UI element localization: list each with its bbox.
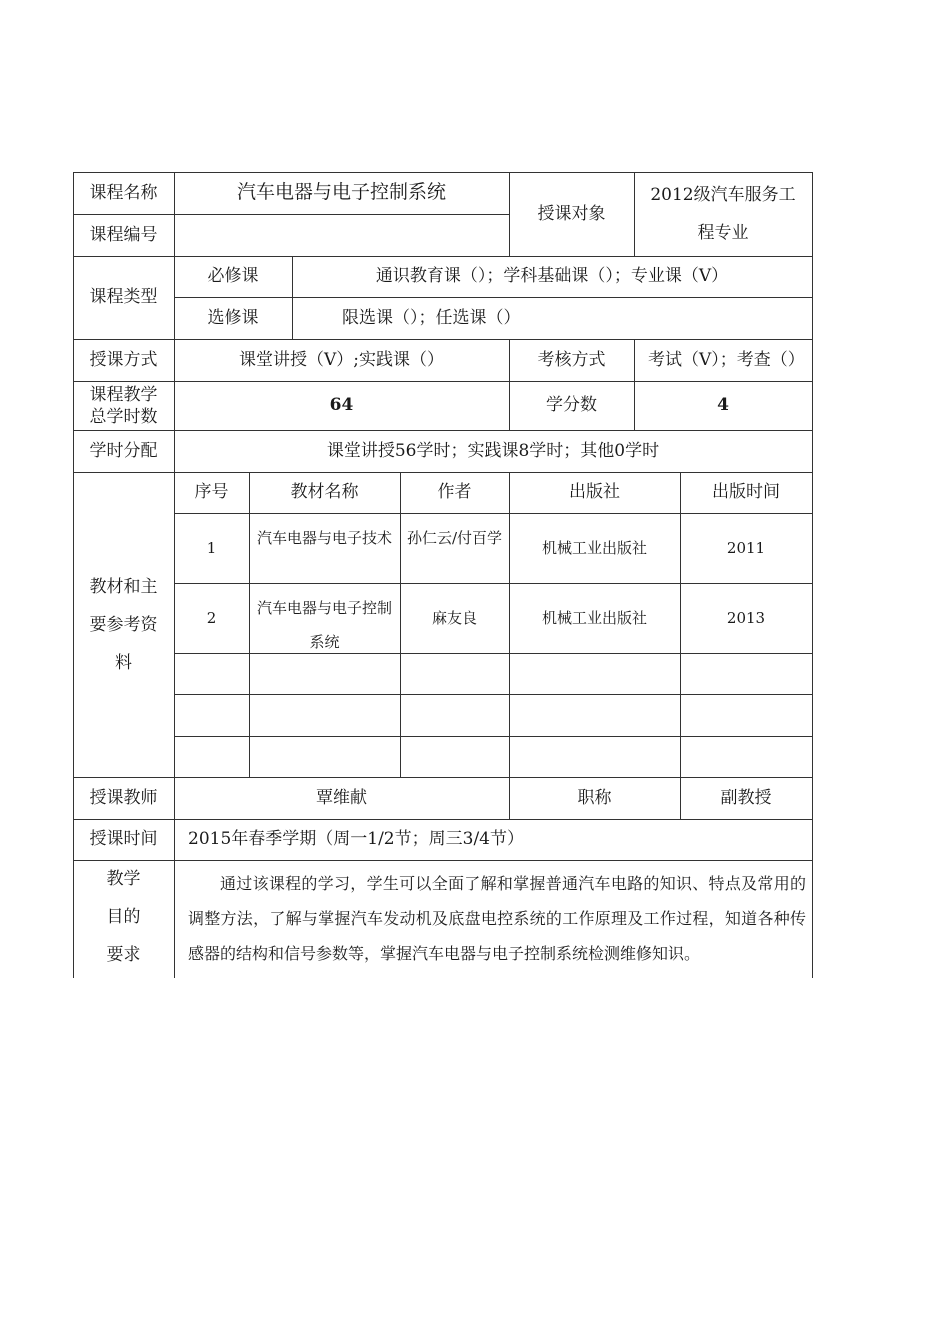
- assessment-value: 考试（V）；考查（）: [648, 350, 805, 370]
- table-row-1-publisher: 机械工业出版社: [541, 538, 647, 557]
- table-row-1-index: 1: [206, 538, 217, 557]
- textbook-header-author: 作者: [437, 482, 472, 503]
- table-row-2-author: 麻友良: [431, 608, 477, 627]
- total-hours-label: [73, 381, 174, 430]
- teacher-value: 覃维献: [316, 787, 367, 808]
- hours-allocation-value: 课堂讲授56学时；实践课8学时；其他0学时: [326, 440, 660, 461]
- audience-label: 授课对象: [537, 203, 606, 224]
- credits-label: 学分数: [546, 395, 597, 416]
- textbooks-label: [73, 472, 174, 777]
- course-code-value: [174, 214, 509, 256]
- required-label: 必修课: [207, 266, 259, 287]
- hours-allocation-label: 学时分配: [89, 440, 158, 461]
- elective-label: 选修课: [207, 307, 259, 328]
- credits-value: 4: [717, 395, 729, 416]
- schedule-label: 授课时间: [89, 829, 158, 850]
- course-code-label: 课程编号: [89, 224, 158, 245]
- textbook-header-year: 出版时间: [712, 482, 780, 503]
- textbooks-label-line3: 料: [115, 652, 132, 673]
- table-row-2-publisher: 机械工业出版社: [541, 608, 647, 627]
- textbooks-label-line1: 教材和主: [89, 576, 158, 597]
- teaching-mode-value: 课堂讲授（V）;实践课（）: [238, 349, 444, 370]
- course-name-label: 课程名称: [89, 182, 158, 203]
- elective-value: 限选课（）；任选课（）: [342, 307, 521, 328]
- table-row-1-title: 汽车电器与电子技术: [257, 529, 393, 547]
- audience-value: 2012级汽车服务工程专业: [650, 185, 796, 243]
- total-hours-label-line2: 总学时数: [89, 406, 158, 427]
- objectives-label-line3: 要求: [106, 945, 141, 965]
- table-row-1-year: 2011: [726, 538, 766, 557]
- total-hours-label-line1: 课程教学: [89, 384, 158, 405]
- textbooks-label-line2: 要参考资: [89, 614, 158, 635]
- textbook-header-publisher: 出版社: [569, 482, 620, 503]
- course-type-label: 课程类型: [89, 287, 158, 308]
- objectives-label-line1: 教学: [106, 869, 141, 889]
- table-row-2-year: 2013: [726, 608, 766, 627]
- teaching-mode-label: 授课方式: [89, 349, 158, 370]
- table-row-2-index: 2: [206, 608, 217, 627]
- title-label: 职称: [577, 787, 612, 808]
- required-value: 通识教育课（）；学科基础课（）；专业课（V）: [375, 266, 729, 287]
- course-info-form: [73, 172, 812, 978]
- course-name-value: 汽车电器与电子控制系统: [236, 181, 446, 204]
- table-row-1-author: 孙仁云/付百学: [406, 529, 503, 547]
- teacher-label: 授课教师: [89, 787, 158, 808]
- title-value: 副教授: [720, 787, 772, 808]
- textbook-header-index: 序号: [194, 482, 229, 503]
- objectives-label-line2: 目的: [106, 907, 141, 927]
- schedule-value: 2015年春季学期（周一1/2节；周三3/4节）: [188, 829, 524, 850]
- objectives-label: [73, 860, 174, 978]
- table-row-2-title: 汽车电器与电子控制系统: [257, 599, 393, 651]
- textbook-header-title: 教材名称: [290, 482, 359, 503]
- objectives-text: 通过该课程的学习，学生可以全面了解和掌握普通汽车电路的知识、特点及常用的调整方法，了解与掌握汽车发动机及底盘电控系统的工作原理及工作过程，知道各种传感器的结构和信号参数等，掌握汽车电器与电子控制系统检测维修知识。: [188, 874, 806, 963]
- total-hours-value: 64: [329, 395, 354, 416]
- assessment-label: 考核方式: [537, 349, 606, 370]
